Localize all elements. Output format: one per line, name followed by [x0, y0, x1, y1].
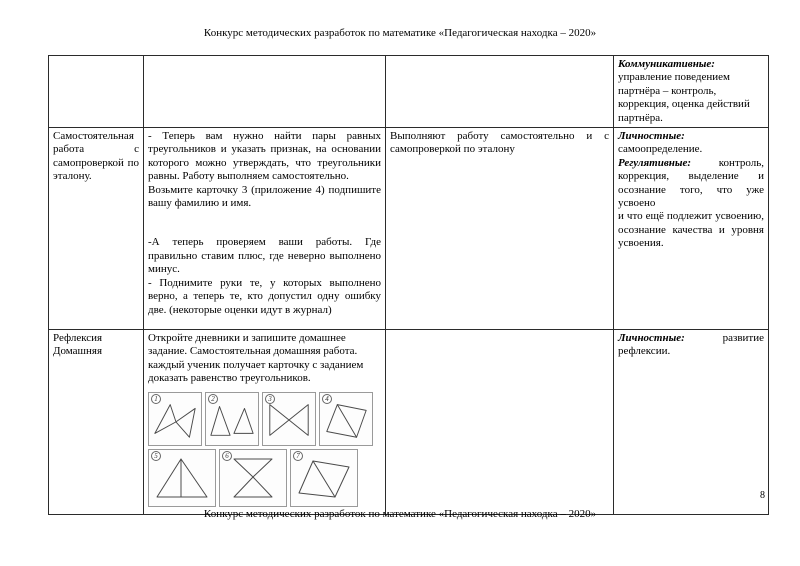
- page-header: Конкурс методических разработок по математике «Педагогическая находка – 2020»: [203, 27, 597, 39]
- figure-row: [148, 392, 381, 446]
- figure-number: 2: [208, 394, 218, 404]
- uud-personal: [618, 130, 764, 157]
- figure-row: [148, 449, 381, 507]
- student-activity-text: Выполняют работу самостоятельно и с самопроверкой по эталону: [390, 130, 609, 156]
- uud-text: управление поведением партнёра – контроль, коррекция, оценка действий партнёра.: [618, 71, 750, 124]
- cell-stage: [49, 128, 144, 330]
- page-footer: Конкурс методических разработок по математике «Педагогическая находка – 2020»: [203, 508, 597, 520]
- triangle-drawing: [151, 452, 213, 504]
- figure-number: 6: [222, 451, 232, 461]
- uud-regulative: [618, 157, 764, 211]
- teacher-paragraph: Возьмите карточку 3 (приложение 4) подпишите вашу фамилию и имя.: [148, 183, 381, 210]
- table-row: [49, 128, 769, 330]
- uud-text: развитие: [722, 332, 764, 345]
- lesson-plan-table: [48, 55, 769, 515]
- stage-title: Самостоятельная работа с самопроверкой по эталону.: [53, 130, 139, 183]
- page-number: 8: [760, 490, 765, 501]
- cell-teacher-activity: [144, 330, 386, 515]
- figure-number: 7: [293, 451, 303, 461]
- triangle-figure-card: [262, 392, 316, 446]
- cell-stage: [49, 330, 144, 515]
- cell-uud: [614, 330, 769, 515]
- cell-student-activity: [386, 56, 614, 128]
- uud-term: Личностные:: [618, 130, 685, 143]
- cell-teacher-activity: [144, 128, 386, 330]
- stage-title-line: Домашняя: [53, 345, 103, 358]
- cell-student-activity: [386, 330, 614, 515]
- triangle-figure-card: [219, 449, 287, 507]
- uud-term: Регулятивные:: [618, 156, 692, 169]
- teacher-paragraph: - Теперь вам нужно найти пары равных треугольников и указать признак, на основании которого можно утверждать, что треугольники равны. Работу выполняем самостоятельно.: [148, 130, 381, 183]
- table-row: [49, 56, 769, 128]
- uud-text: рефлексии.: [618, 345, 671, 358]
- cell-stage: [49, 56, 144, 128]
- figure-number: 4: [322, 394, 332, 404]
- triangle-figure-card: [205, 392, 259, 446]
- uud-term: Коммуникативные:: [618, 58, 715, 70]
- figure-number: 1: [151, 394, 161, 404]
- uud-text: самоопределение.: [618, 143, 703, 156]
- uud-text: и что ещё подлежит усвоению, осознание качества и уровня усвоения.: [618, 210, 764, 250]
- triangle-drawing: [293, 452, 355, 504]
- triangle-figure-card: [148, 449, 216, 507]
- figure-number: 5: [151, 451, 161, 461]
- triangle-figure-card: [290, 449, 358, 507]
- triangle-figure-card: [319, 392, 373, 446]
- triangle-figure-card: [148, 392, 202, 446]
- cell-student-activity: [386, 128, 614, 330]
- teacher-paragraph: - Поднимите руки те, у которых выполнено верно, а теперь те, кто допустил одну ошибку две. (некоторые оценки идут в журнал): [148, 276, 381, 316]
- triangle-drawing: [222, 452, 284, 504]
- uud-communicative: [618, 58, 764, 125]
- triangles-worksheet-image: [148, 392, 381, 507]
- uud-text: контроль, коррекция, выделение и осознание того, что уже усвоено: [618, 156, 764, 210]
- cell-uud: [614, 56, 769, 128]
- uud-term: Личностные:: [618, 332, 685, 345]
- teacher-paragraph: -А теперь проверяем ваши работы. Где правильно ставим плюс, где неверно выполнено минус.: [148, 236, 381, 276]
- stage-title-line: Рефлексия: [53, 332, 103, 345]
- cell-teacher-activity: [144, 56, 386, 128]
- uud-personal: [618, 332, 764, 345]
- table-row: [49, 330, 769, 515]
- homework-text: Откройте дневники и запишите домашнее задание. Самостоятельная домашняя работа. каждый ученик получает карточку с заданием доказать равенство треугольников.: [148, 332, 364, 385]
- figure-number: 3: [265, 394, 275, 404]
- cell-uud: [614, 128, 769, 330]
